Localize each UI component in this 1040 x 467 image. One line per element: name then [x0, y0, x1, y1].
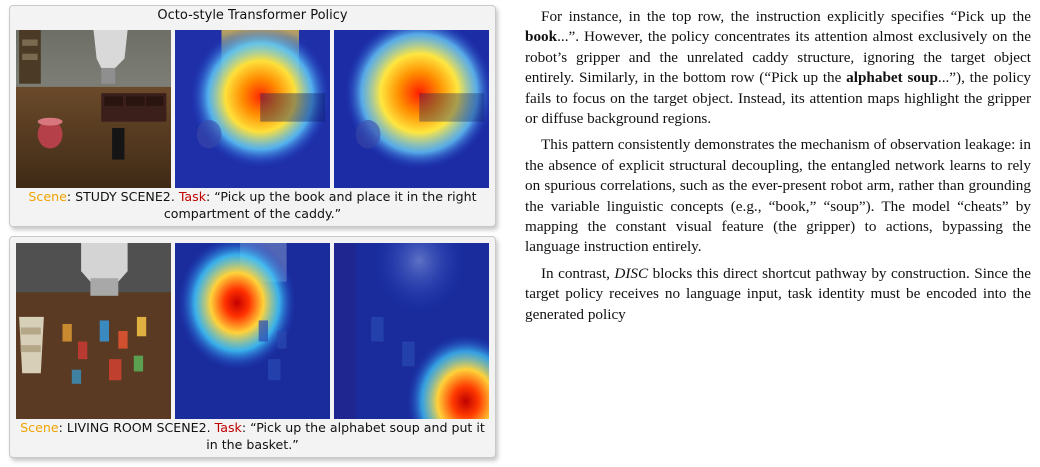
figure-caption-top — [18, 188, 487, 222]
figure-panel-study-scene — [9, 5, 496, 227]
attention-map-2 — [334, 243, 489, 419]
study-scene-image — [16, 30, 171, 188]
task-value: : “Pick up the book and place it in the right compartment of the caddy.” — [163, 189, 477, 221]
attention-map-2 — [334, 30, 489, 188]
p3-text-c: blocks this direct shortcut pathway by construction. Since the target policy receives no language input, task identity must be encoded into the generated policy — [525, 264, 1031, 323]
figure-title: Octo-style Transformer Policy — [157, 8, 348, 23]
paragraph-1 — [525, 7, 1031, 129]
image-row — [16, 243, 489, 419]
attention-map-1 — [175, 243, 330, 419]
attention-map-1 — [175, 30, 330, 188]
scene-label: Scene — [28, 189, 67, 204]
p3-italic-disc: DISC — [614, 264, 649, 282]
task-value: : “Pick up the alphabet soup and put it in the basket.” — [206, 420, 485, 452]
image-row — [16, 30, 489, 188]
p1-text-c: ...”. However, the policy concentrates its attention almost exclusively on the robot’s gripper and the unrelated caddy structure, ignoring the target object entirely. Similarly, in the bottom row (“Pick up the — [525, 28, 1031, 87]
scene-label: Scene — [20, 420, 59, 435]
task-label: Task — [178, 189, 207, 204]
p1-text-e: ...”), the policy fails to focus on the target object. Instead, its attention maps highlight the gripper or diffuse background regions. — [525, 69, 1031, 128]
p1-bold-alphabet-soup: alphabet soup — [846, 69, 938, 87]
body-text — [525, 7, 1031, 331]
scene-value: : LIVING ROOM SCENE2. — [58, 420, 215, 435]
p1-bold-book: book — [525, 28, 558, 46]
living-room-scene-image — [16, 243, 171, 419]
figure-panel-living-room-scene — [9, 236, 496, 458]
p3-text-a: In contrast, — [541, 264, 615, 282]
figure-caption-bottom — [18, 419, 487, 453]
p1-text-a: For instance, in the top row, the instruction explicitly specifies “Pick up the — [541, 8, 1031, 25]
paragraph-3 — [525, 264, 1031, 325]
scene-value: : STUDY SCENE2. — [66, 189, 179, 204]
task-label: Task — [214, 420, 242, 435]
paragraph-2: This pattern consistently demonstrates the mechanism of observation leakage: in the absence of explicit structural decoupling, the entangled network learns to rely on spurious correlations, such as the ever-present robot arm, rather than grounding the variable linguistic concepts (e.g., “book,” “soup”). The model “cheats” by mapping the constant visual feature (the gripper) to actions, bypassing the language instruction entirely. — [525, 136, 1031, 256]
